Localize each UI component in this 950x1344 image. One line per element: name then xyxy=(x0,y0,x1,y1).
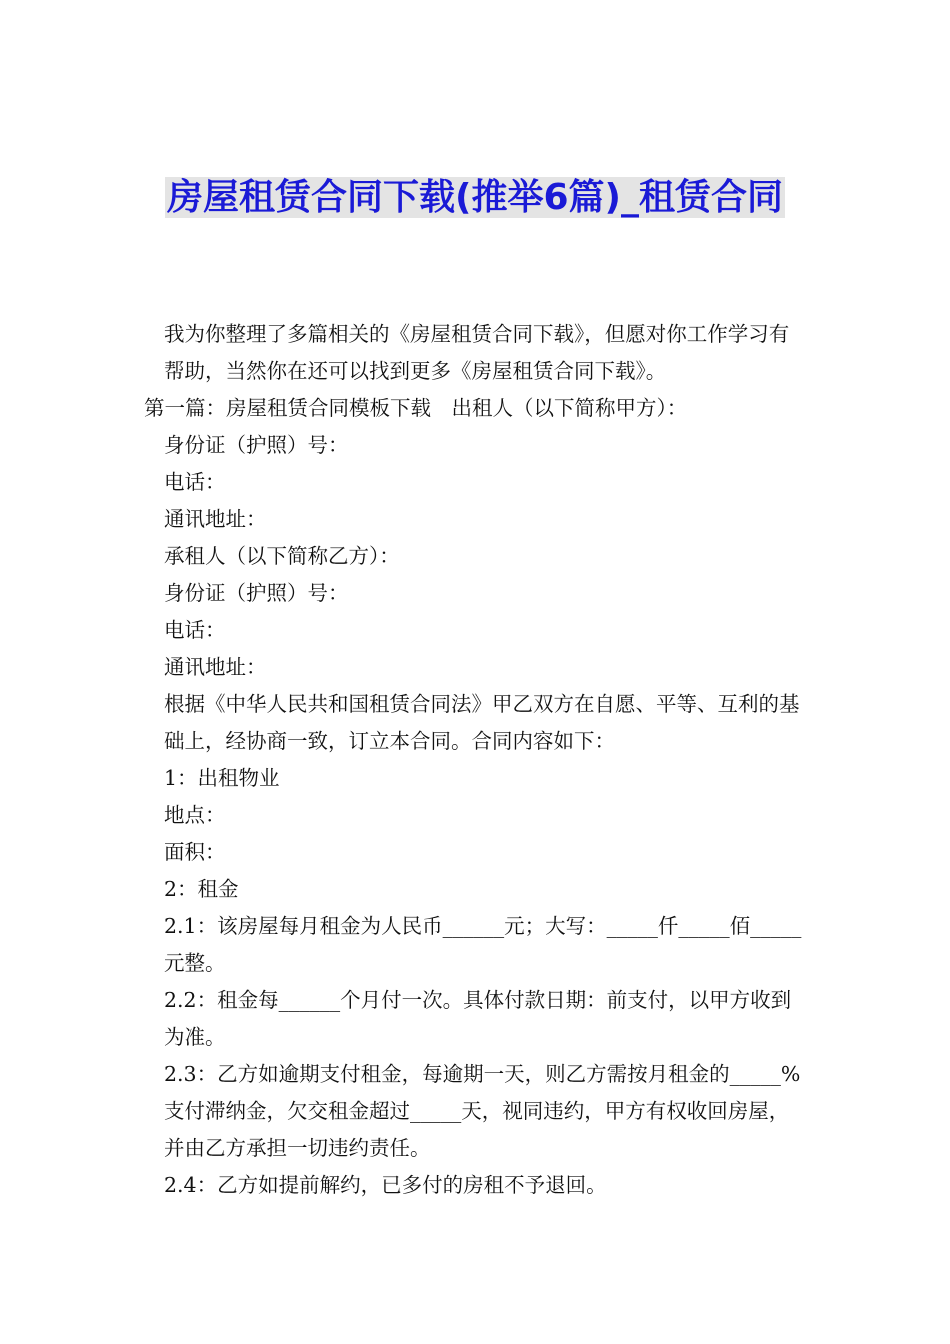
body-paragraph: 通讯地址： xyxy=(164,507,267,531)
body-paragraph: 2.1：该房屋每月租金为人民币______元；大写：_____仟_____佰_____元整。 xyxy=(164,914,802,975)
body-paragraph: 第一篇：房屋租赁合同模板下载 出租人（以下简称甲方）： xyxy=(144,396,688,420)
document-title xyxy=(140,172,810,224)
body-paragraph: 根据《中华人民共和国租赁合同法》甲乙双方在自愿、平等、互利的基础上，经协商一致，订立本合同。合同内容如下： xyxy=(164,692,800,753)
body-paragraph: 承租人（以下简称乙方）： xyxy=(164,544,400,568)
body-paragraph: 身份证（护照）号： xyxy=(164,581,349,605)
body-paragraph: 2.2：租金每______个月付一次。具体付款日期：前支付，以甲方收到为准。 xyxy=(164,988,792,1049)
document-title-text: 房屋租赁合同下载(推举6篇)_租赁合同 xyxy=(167,177,783,218)
body-paragraph: 我为你整理了多篇相关的《房屋租赁合同下载》，但愿对你工作学习有帮助，当然你在还可以找到更多《房屋租赁合同下载》。 xyxy=(164,322,790,383)
body-paragraph: 2.4：乙方如提前解约，已多付的房租不予退回。 xyxy=(164,1173,607,1197)
body-paragraph: 2：租金 xyxy=(164,877,239,901)
body-paragraph: 2.3：乙方如逾期支付租金，每逾期一天，则乙方需按月租金的_____%支付滞纳金，欠交租金超过_____天，视同违约，甲方有权收回房屋，并由乙方承担一切违约责任。 xyxy=(164,1062,801,1160)
body-paragraph: 电话： xyxy=(164,470,226,494)
body-paragraph: 电话： xyxy=(164,618,226,642)
body-paragraph: 面积： xyxy=(164,840,226,864)
body-paragraph: 身份证（护照）号： xyxy=(164,433,349,457)
document-body xyxy=(144,316,808,1204)
body-paragraph: 1：出租物业 xyxy=(164,766,280,790)
body-paragraph: 地点： xyxy=(164,803,226,827)
body-paragraph: 通讯地址： xyxy=(164,655,267,679)
